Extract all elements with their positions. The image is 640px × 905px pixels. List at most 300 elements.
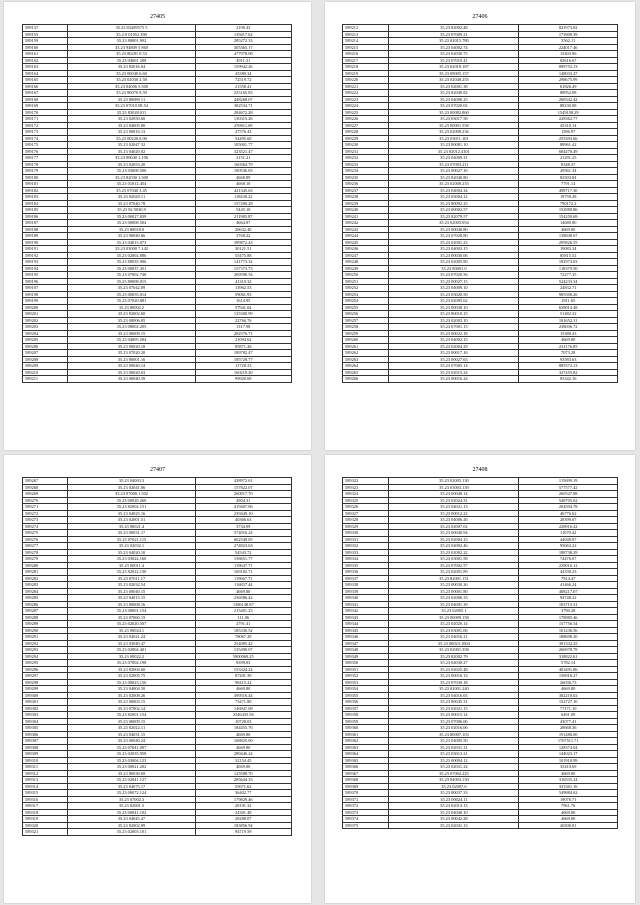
record-id-cell: 589239: [343, 200, 389, 207]
record-amount-cell: 59061.93: [195, 291, 291, 298]
record-id-cell: 589336: [343, 569, 389, 576]
record-id-cell: 589191: [23, 246, 68, 253]
record-id-cell: 589349: [343, 653, 389, 660]
record-amount-cell: 28399.67: [519, 517, 618, 524]
record-id-cell: 589257: [343, 317, 389, 324]
record-code-cell: 35.23 02021.15: [389, 705, 519, 712]
record-amount-cell: 14680.80: [519, 220, 618, 227]
record-code-cell: 35.23 02005.130: [389, 478, 519, 485]
record-id-cell: 589214: [343, 38, 389, 45]
record-id-cell: 589211: [23, 376, 68, 383]
record-code-cell: 35.23 03011.101: [389, 135, 519, 142]
record-amount-cell: 40366.63: [195, 517, 291, 524]
record-code-cell: 35.23 80007.103: [389, 731, 519, 738]
record-code-cell: 35.23 82002.60: [68, 311, 195, 318]
record-id-cell: 589230: [343, 142, 389, 149]
record-id-cell: 589270: [23, 497, 68, 504]
record-id-cell: 589337: [343, 575, 389, 582]
record-id-cell: 589155: [23, 31, 68, 38]
record-amount-cell: 135300.99: [195, 311, 291, 318]
record-amount-cell: 20632.40: [195, 226, 291, 233]
record-amount-cell: 87201.39: [195, 673, 291, 680]
record-amount-cell: 41466.24: [519, 582, 618, 589]
record-id-cell: 589306: [23, 731, 68, 738]
record-amount-cell: 130315.26: [195, 116, 291, 123]
record-code-cell: 35.23 04015.15: [68, 595, 195, 602]
record-amount-cell: 98415.22: [195, 679, 291, 686]
record-amount-cell: 985500.26: [519, 291, 618, 298]
record-id-cell: 589350: [343, 660, 389, 667]
record-code-cell: 35.23 00027.63: [389, 356, 519, 363]
record-code-cell: 35.23 80021.4: [68, 523, 195, 530]
record-id-cell: 589267: [23, 478, 68, 485]
record-amount-cell: 259611.69: [195, 122, 291, 129]
record-id-cell: 589327: [343, 510, 389, 517]
record-amount-cell: 1317.98: [195, 324, 291, 331]
record-amount-cell: 178885.46: [519, 614, 618, 621]
record-amount-cell: 2190.43: [195, 25, 291, 32]
record-amount-cell: 101910.99: [519, 757, 618, 764]
record-code-cell: 35.23 02032.1: [68, 543, 195, 550]
record-amount-cell: 284672.28: [195, 109, 291, 116]
record-amount-cell: 419407.06: [195, 504, 291, 511]
record-id-cell: 589244: [343, 233, 389, 240]
record-code-cell: 35.23 02001.38: [389, 83, 519, 90]
record-id-cell: 589212: [343, 25, 389, 32]
record-amount-cell: 236586.42: [195, 595, 291, 602]
record-id-cell: 589240: [343, 207, 389, 214]
record-id-cell: 589363: [343, 744, 389, 751]
record-code-cell: 35.23 04004.50: [68, 686, 195, 693]
record-code-cell: 35.23 00008.504: [68, 220, 195, 227]
record-code-cell: 35.23 82049.82: [389, 90, 519, 97]
record-id-cell: 589185: [23, 207, 68, 214]
record-code-cell: 35.23 07010 08.54: [68, 103, 195, 110]
record-amount-cell: 4668.10: [195, 181, 291, 188]
record-amount-cell: 160219.20: [195, 369, 291, 376]
record-amount-cell: 4669.80: [519, 686, 618, 693]
record-amount-cell: 118430.22: [195, 194, 291, 201]
record-id-cell: 589246: [343, 246, 389, 253]
record-amount-cell: 399872.43: [195, 239, 291, 246]
record-id-cell: 589220: [343, 77, 389, 84]
record-code-cell: 35.23 04002.15: [389, 337, 519, 344]
record-code-cell: 35.23 04045.47: [68, 816, 195, 823]
record-code-cell: 35.23 04009.31: [389, 155, 519, 162]
record-amount-cell: 4669.80: [519, 770, 618, 777]
record-id-cell: 589341: [343, 601, 389, 608]
record-code-cell: 35.23 07040.78: [68, 200, 195, 207]
record-amount-cell: 57941.04: [195, 304, 291, 311]
record-code-cell: 35.23 07020.20: [68, 350, 195, 357]
record-id-cell: 589189: [23, 233, 68, 240]
record-code-cell: 35.23 00009.15: [68, 718, 195, 725]
record-code-cell: 35.23 01012.454: [68, 181, 195, 188]
record-id-cell: 589296: [23, 666, 68, 673]
record-amount-cell: 15403.96: [519, 51, 618, 58]
record-code-cell: 35.23 02006.33: [389, 595, 519, 602]
record-amount-cell: 93583.63: [519, 356, 618, 363]
record-code-cell: 35.23 00024.11: [389, 796, 519, 803]
record-id-cell: 589335: [343, 562, 389, 569]
record-id-cell: 589167: [23, 90, 68, 97]
record-id-cell: 589309: [23, 751, 68, 758]
record-amount-cell: 8348.37: [519, 161, 618, 168]
record-id-cell: 589331: [343, 536, 389, 543]
record-code-cell: 35.23 03004.123: [68, 757, 195, 764]
record-id-cell: 589186: [23, 213, 68, 220]
record-id-cell: 589266: [343, 376, 389, 383]
record-amount-cell: 168825.00: [195, 738, 291, 745]
record-code-cell: 35.23 04016.21: [389, 634, 519, 641]
record-code-cell: 35.23 04004.34: [389, 187, 519, 194]
record-amount-cell: 574016.24: [195, 530, 291, 537]
record-code-cell: 35.23 03024.160: [68, 556, 195, 563]
record-code-cell: 35.23 02032.54: [68, 582, 195, 589]
record-code-cell: 35.23 00001.558: [389, 122, 519, 129]
record-code-cell: 35.23 02053.20: [68, 161, 195, 168]
record-id-cell: 589160: [23, 44, 68, 51]
record-code-cell: 35.23 00030.26: [389, 582, 519, 589]
record-amount-cell: 28191.32: [195, 803, 291, 810]
record-amount-cell: 27576.43: [195, 129, 291, 136]
record-id-cell: 589290: [23, 627, 68, 634]
record-code-cell: 35.23 00040.15: [68, 588, 195, 595]
record-id-cell: 589137: [23, 25, 68, 32]
record-id-cell: 589301: [23, 699, 68, 706]
record-id-cell: 589328: [343, 517, 389, 524]
record-id-cell: 589236: [343, 181, 389, 188]
record-code-cell: 35.23 02020.507: [68, 621, 195, 628]
record-amount-cell: 4904.31: [195, 497, 291, 504]
record-amount-cell: 2546435.56: [195, 712, 291, 719]
record-amount-cell: 22766.76: [195, 317, 291, 324]
record-id-cell: 589359: [343, 718, 389, 725]
record-code-cell: 35.23 07002.14: [68, 705, 195, 712]
record-id-cell: 589213: [343, 31, 389, 38]
record-code-cell: 35.23 02025.48: [389, 666, 519, 673]
record-code-cell: 35.23 04005.504: [68, 337, 195, 344]
record-amount-cell: 29561.34: [519, 168, 618, 175]
record-id-cell: 589238: [343, 194, 389, 201]
record-id-cell: 589287: [23, 608, 68, 615]
record-id-cell: 589329: [343, 523, 389, 530]
record-amount-cell: 83342.16: [519, 376, 618, 383]
record-id-cell: 589353: [343, 679, 389, 686]
record-amount-cell: 7914.47: [519, 575, 618, 582]
record-code-cell: 35.23 82 9030.9: [68, 207, 195, 214]
record-code-cell: 35.23 00040 6.60: [68, 70, 195, 77]
record-id-cell: 589262: [343, 350, 389, 357]
record-id-cell: 589164: [23, 70, 68, 77]
record-amount-cell: 215401.23: [195, 608, 291, 615]
record-code-cell: 35.23 82001.154: [68, 712, 195, 719]
record-amount-cell: 5782.14: [519, 660, 618, 667]
record-amount-cell: 498717.30: [519, 187, 618, 194]
record-code-cell: 35.23 02003.101: [68, 829, 195, 836]
record-amount-cell: 26036.73: [519, 679, 618, 686]
record-id-cell: 589225: [343, 109, 389, 116]
record-code-cell: 35.23 07021.115: [68, 536, 195, 543]
record-code-cell: 35.23 82022.130: [68, 569, 195, 576]
record-id-cell: 589294: [23, 653, 68, 660]
record-amount-cell: 318822.61: [519, 653, 618, 660]
record-code-cell: 35.23 04002.74: [389, 44, 519, 51]
record-amount-cell: 139417.62: [195, 31, 291, 38]
record-amount-cell: 255165.83: [195, 90, 291, 97]
record-amount-cell: 254085.42: [195, 640, 291, 647]
record-amount-cell: 94719.59: [195, 829, 291, 836]
record-id-cell: 589364: [343, 751, 389, 758]
record-amount-cell: 191486.00: [519, 731, 618, 738]
record-id-cell: 589276: [23, 536, 68, 543]
record-code-cell: 35.23 04016.65: [389, 692, 519, 699]
record-id-cell: 589196: [23, 278, 68, 285]
record-code-cell: 35.23 08002.205: [68, 324, 195, 331]
record-amount-cell: 99920.69: [195, 376, 291, 383]
record-id-cell: 589190: [23, 239, 68, 246]
record-amount-cell: 684478.49: [519, 148, 618, 155]
record-id-cell: 589252: [343, 285, 389, 292]
record-code-cell: 35.23 80002.2: [68, 304, 195, 311]
record-code-cell: 35.23 02041.127: [68, 777, 195, 784]
record-id-cell: 589338: [343, 582, 389, 589]
record-code-cell: 35.23 80030.69: [68, 770, 195, 777]
record-id-cell: 589195: [23, 272, 68, 279]
record-id-cell: 589179: [23, 168, 68, 175]
record-id-cell: 589254: [343, 298, 389, 305]
record-code-cell: 35.23 80035.906: [68, 259, 195, 266]
record-id-cell: 589339: [343, 588, 389, 595]
record-id-cell: 589369: [343, 783, 389, 790]
record-id-cell: 589173: [23, 129, 68, 136]
record-id-cell: 589209: [23, 363, 68, 370]
record-id-cell: 589228: [343, 129, 389, 136]
data-table: [22, 24, 292, 383]
record-code-cell: 35.23 03001.58: [389, 556, 519, 563]
record-code-cell: 35.23 03040.47: [68, 640, 195, 647]
record-amount-cell: 157756.34: [519, 621, 618, 628]
record-amount-cell: 41310.32: [195, 278, 291, 285]
record-id-cell: 589334: [343, 556, 389, 563]
record-code-cell: 35.23 00022.2: [68, 653, 195, 660]
record-id-cell: 589320: [23, 822, 68, 829]
record-amount-cell: 45310.14: [519, 122, 618, 129]
record-amount-cell: 4669.80: [519, 809, 618, 816]
record-code-cell: 35.23 00006.05: [68, 317, 195, 324]
record-code-cell: 35.23 82079.57: [389, 213, 519, 220]
record-amount-cell: 115699.19: [519, 478, 618, 485]
record-code-cell: 35.23 00072.124: [68, 790, 195, 797]
record-code-cell: 35.23 07002.198: [68, 660, 195, 667]
record-code-cell: 35.23 00040.24: [68, 738, 195, 745]
record-amount-cell: 391332.25: [519, 640, 618, 647]
record-id-cell: 589242: [343, 220, 389, 227]
record-code-cell: 35.23 02001.240: [389, 686, 519, 693]
record-id-cell: 589172: [23, 122, 68, 129]
record-amount-cell: 118379.50: [519, 265, 618, 272]
record-id-cell: 589253: [343, 291, 389, 298]
record-code-cell: 35.23 00001.154: [68, 608, 195, 615]
record-code-cell: 35.23 02004.15: [389, 536, 519, 543]
record-amount-cell: 4668.89: [195, 174, 291, 181]
record-amount-cell: 116837.44: [195, 582, 291, 589]
record-amount-cell: 36402.77: [195, 790, 291, 797]
record-code-cell: 35.23 07002.3: [68, 796, 195, 803]
record-code-cell: 35.23 04021.13: [389, 504, 519, 511]
record-amount-cell: 1386148.87: [195, 601, 291, 608]
record-code-cell: 35.23 00040.39: [68, 376, 195, 383]
record-code-cell: 35.23 04003.3: [68, 478, 195, 485]
record-id-cell: 589259: [343, 330, 389, 337]
record-code-cell: 35.23 04025.16: [68, 510, 195, 517]
record-amount-cell: 146947.08: [195, 705, 291, 712]
record-code-cell: 35.23 04021.24: [68, 634, 195, 641]
record-code-cell: 35.23 02047 32: [68, 142, 195, 149]
record-code-cell: 35.23 00003.15: [68, 699, 195, 706]
record-id-cell: 589165: [23, 77, 68, 84]
record-id-cell: 589247: [343, 252, 389, 259]
record-id-cell: 589318: [23, 809, 68, 816]
record-code-cell: 35.23 03008.500: [68, 168, 195, 175]
record-amount-cell: 8399.03: [195, 660, 291, 667]
record-amount-cell: 10728.03: [195, 718, 291, 725]
record-id-cell: 589348: [343, 647, 389, 654]
record-amount-cell: 188698.20: [519, 634, 618, 641]
record-amount-cell: 100536.05: [195, 168, 291, 175]
record-id-cell: 589365: [343, 757, 389, 764]
record-amount-cell: 4669.80: [195, 731, 291, 738]
record-id-cell: 589182: [23, 187, 68, 194]
record-amount-cell: 95663.22: [519, 543, 618, 550]
record-amount-cell: 44049.87: [519, 536, 618, 543]
record-id-cell: 589256: [343, 311, 389, 318]
record-amount-cell: 173909.39: [519, 31, 618, 38]
record-id-cell: 589159: [23, 38, 68, 45]
record-id-cell: 589264: [343, 363, 389, 370]
record-amount-cell: 28668.36: [519, 725, 618, 732]
record-id-cell: 589219: [343, 70, 389, 77]
record-id-cell: 589307: [23, 738, 68, 745]
record-code-cell: 35.23 02003.10: [389, 317, 519, 324]
record-id-cell: 589371: [343, 796, 389, 803]
record-id-cell: 589358: [343, 712, 389, 719]
record-amount-cell: 285644.33: [195, 777, 291, 784]
record-id-cell: 589352: [343, 673, 389, 680]
record-id-cell: 589351: [343, 666, 389, 673]
record-code-cell: 35.23 00040.66: [68, 233, 195, 240]
table-row: [343, 376, 618, 383]
record-id-cell: 589215: [343, 44, 389, 51]
data-table: [342, 477, 618, 829]
record-code-cell: 35.23 07011.17: [68, 575, 195, 582]
record-code-cell: 35.23 02007.6: [389, 783, 519, 790]
record-id-cell: 589278: [23, 549, 68, 556]
record-id-cell: 589204: [23, 330, 68, 337]
record-code-cell: 35.23 00023.1004: [389, 640, 519, 647]
record-id-cell: 589319: [23, 816, 68, 823]
record-amount-cell: 88952.08: [519, 90, 618, 97]
record-id-cell: 589311: [23, 764, 68, 771]
record-amount-cell: 3768.22: [195, 233, 291, 240]
record-id-cell: 589356: [343, 699, 389, 706]
record-code-cell: 35.23 00009.15: [68, 330, 195, 337]
record-id-cell: 589372: [343, 803, 389, 810]
record-code-cell: 35.23 02002.886: [68, 252, 195, 259]
record-amount-cell: 4669.80: [195, 588, 291, 595]
record-code-cell: 35.23 03003.139: [389, 484, 519, 491]
record-amount-cell: 305365.17: [195, 44, 291, 51]
record-code-cell: 35.23 07005.14: [389, 363, 519, 370]
record-code-cell: 35.23 83028.011: [68, 109, 195, 116]
record-id-cell: 589218: [343, 64, 389, 71]
record-code-cell: 35.23 00037.451: [68, 265, 195, 272]
record-amount-cell: 119667.71: [195, 575, 291, 582]
record-amount-cell: 2151.21: [195, 155, 291, 162]
record-amount-cell: 74476.07: [519, 556, 618, 563]
record-id-cell: 589163: [23, 64, 68, 71]
record-id-cell: 589360: [343, 725, 389, 732]
record-id-cell: 589169: [23, 103, 68, 110]
record-id-cell: 589177: [23, 155, 68, 162]
record-id-cell: 589216: [343, 51, 389, 58]
record-amount-cell: 85871.26: [195, 343, 291, 350]
record-amount-cell: 19083.34: [519, 246, 618, 253]
record-id-cell: 589277: [23, 543, 68, 550]
record-id-cell: 589298: [23, 679, 68, 686]
record-id-cell: 589271: [23, 504, 68, 511]
record-code-cell: 35.23 80037.33: [389, 790, 519, 797]
record-code-cell: 35.23 04020.02: [68, 148, 195, 155]
record-code-cell: 35.23 00022.18: [389, 330, 519, 337]
record-id-cell: 589237: [343, 187, 389, 194]
table-row: [23, 376, 292, 383]
record-amount-cell: 55475.88: [195, 252, 291, 259]
record-amount-cell: 152980.86: [519, 207, 618, 214]
record-amount-cell: 54543.72: [195, 549, 291, 556]
record-code-cell: 35.23 00020.18: [68, 343, 195, 350]
record-code-cell: 35.23 02020.14: [389, 621, 519, 628]
record-id-cell: 589193: [23, 259, 68, 266]
record-amount-cell: 153324.24: [195, 666, 291, 673]
record-code-cell: 35.23 82004.60: [68, 666, 195, 673]
record-amount-cell: 111.06: [195, 614, 291, 621]
record-id-cell: 589314: [23, 783, 68, 790]
record-code-cell: 35.23 00012.22: [389, 510, 519, 517]
record-id-cell: 589223: [343, 96, 389, 103]
record-id-cell: 589229: [343, 135, 389, 142]
record-amount-cell: 231176.85: [519, 343, 618, 350]
record-code-cell: 35.23 02005.75: [68, 673, 195, 680]
record-code-cell: 35.23 02020.11: [68, 194, 195, 201]
record-code-cell: 35.23 00041.102: [68, 809, 195, 816]
record-code-cell: 35.23 03000 7.142: [68, 246, 195, 253]
data-table: [342, 24, 618, 383]
record-code-cell: 35.23 07009.21: [389, 31, 519, 38]
record-code-cell: 35.23 02008.236: [389, 129, 519, 136]
record-amount-cell: 184455.76: [195, 725, 291, 732]
record-amount-cell: 157200.28: [195, 200, 291, 207]
record-id-cell: 589184: [23, 200, 68, 207]
record-id-cell: 589263: [343, 356, 389, 363]
record-id-cell: 589255: [343, 304, 389, 311]
record-code-cell: 35.23 00001.80: [389, 588, 519, 595]
record-amount-cell: 524233.34: [519, 278, 618, 285]
record-amount-cell: 298675.99: [519, 77, 618, 84]
record-code-cell: 35.23 08005.157: [389, 70, 519, 77]
record-code-cell: 35.23 07001.15: [389, 324, 519, 331]
record-amount-cell: 11728.33: [195, 363, 291, 370]
